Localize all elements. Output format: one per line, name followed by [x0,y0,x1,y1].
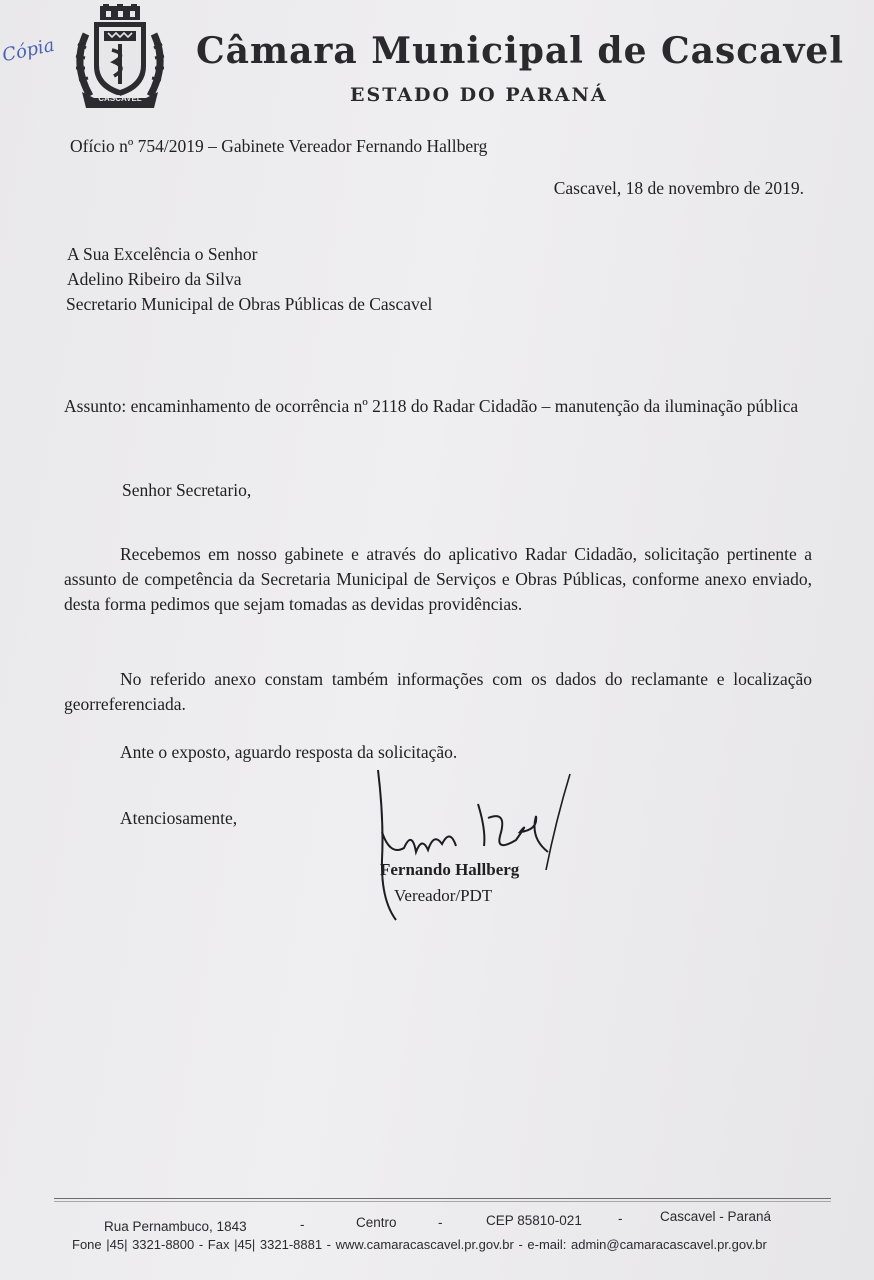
body-paragraph: No referido anexo constam também informações com os dados do reclamante e localização georreferenciada. [64,669,812,714]
footer-contact: Fone |45| 3321-8800 - Fax |45| 3321-8881 - www.camaracascavel.pr.gov.br - e-mail: admin@camaracascavel.pr.gov.br [72,1237,767,1252]
footer-divider [54,1198,831,1199]
handwritten-note: Cópia [0,34,57,67]
recipient-line: Secretario Municipal de Obras Públicas de Cascavel [66,294,433,314]
crest-label: CASCAVEL [98,94,142,103]
institution-state: ESTADO DO PARANÁ [350,84,608,106]
body-paragraph: Recebemos em nosso gabinete e através do aplicativo Radar Cidadão, solicitação pertinente a assunto de competência da Secretaria Municipal de Serviços e Obras Públicas, conforme anexo enviado, desta forma pedimos que sejam tomadas as devidas providências. [64,544,812,614]
footer-separator: - [300,1217,305,1232]
letter-subject: Assunto: encaminhamento de ocorrência nº 2118 do Radar Cidadão – manutenção da iluminação pública [64,396,799,416]
closing-line: Ante o exposto, aguardo resposta da solicitação. [120,742,458,762]
footer-separator: - [438,1215,443,1230]
letter-date: Cascavel, 18 de novembro de 2019. [553,178,804,198]
signer-role: Vereador/PDT [394,886,493,905]
letter-greeting: Senhor Secretario, [122,480,252,500]
letter-reference: Ofício nº 754/2019 – Gabinete Vereador Fernando Hallberg [70,136,488,156]
footer-cep: CEP 85810-021 [486,1213,582,1228]
recipient-line: Adelino Ribeiro da Silva [67,269,242,289]
footer-divider [54,1201,831,1202]
footer-separator: - [618,1211,623,1226]
recipient-line: A Sua Excelência o Senhor [67,244,258,264]
sign-off: Atenciosamente, [120,808,238,828]
footer-district: Centro [356,1215,397,1230]
footer-street: Rua Pernambuco, 1843 [104,1219,247,1234]
institution-name: Câmara Municipal de Cascavel [196,30,844,72]
signer-name: Fernando Hallberg [380,860,520,879]
footer-city: Cascavel - Paraná [660,1209,772,1224]
